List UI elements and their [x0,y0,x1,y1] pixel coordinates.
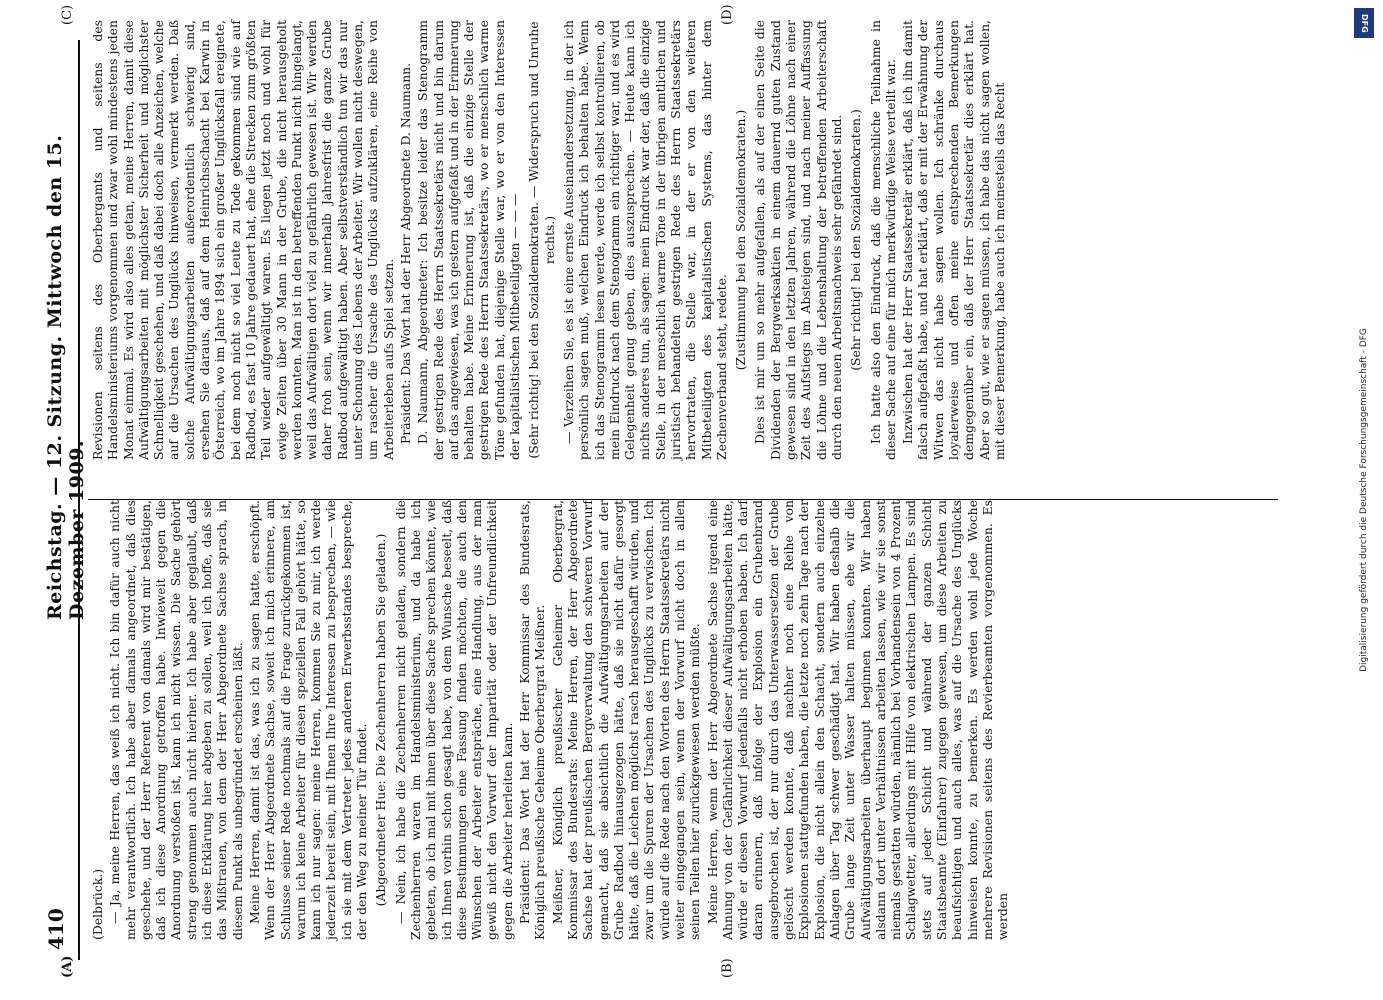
paragraph: — Verzeihen Sie, es ist eine ernste Auseinandersetzung, in der ich persönlich sagen muß, welchen Eindruck ich behalten habe. Wenn ich das Stenogramm lesen werde, werde ich selbst kontrollieren, ob mein Eindruck nach dem Stenogramm ein richtiger war, und es wird Gelegenheit genug geben, dies auszusprechen. — Heute kann ich nichts anderes tun, als sagen: mein Eindruck war der, daß die einzige Stelle, in der menschlich warme Töne in der übrigen amtlichen und juristisch behandelten gestrigen Rede des Herrn Staatssekretärs hervortraten, die Stelle war, in der er von den weiteren Mitbeteiligten des kapitalistischen Systems, das hinter dem Zechenverband steht, redete. [560,20,729,460]
margin-marker-a: (A) [60,955,75,978]
interjection: (Zustimmung bei den Sozialdemokraten.) [733,109,749,371]
paragraph: Ich hatte also den Eindruck, daß die menschliche Teilnahme in dieser Sache auf eine für mich merkwürdige Weise verteilt war. [867,20,898,460]
paragraph: Dies ist mir um so mehr aufgefallen, als auf der einen Seite die Dividenden der Bergwerksaktien in einem dauernd guten Zustand gewesen sind in den letzten Jahren, während die Löhne nach einer Zeit des Aufstiegs im Absteigen sind, und nach meiner Auffassung die Löhne und die Lebenshaltung der betreffenden Arbeiterschaft durch den neuen Arbeitsnachweis sehr gefährdet sind. [752,20,844,460]
dfg-logo: DFG [1354,8,1374,38]
page-title: Reichstag. — 12. Sitzung. Mittwoch den 15. Dezember 1909. [44,134,88,620]
interjection: (Sehr richtig! bei den Sozialdemokraten.) [848,109,864,371]
paragraph: Inzwischen hat der Herr Staatssekretär erklärt, daß ich ihn damit falsch aufgefaßt habe, und hat erklärt, daß er mit der Erwähnung der Witwen das nicht habe sagen wollen. Ich schränke durchaus loyalerweise und offen meine entsprechenden Bemerkungen demgegenüber ein, daß der Herr Staatssekretär dies erklärt hat. Aber so gut, wie er sagen müssen, ich habe das nicht sagen wollen, mit dieser Bemerkung, habe auch ich meinesteils das Recht [900,20,1007,460]
column-divider [88,499,1278,500]
interjection: (Abgeordneter Hue: Die Zechenherren haben Sie geladen.) [373,533,389,907]
paragraph: Präsident: Das Wort hat der Herr Kommissar des Bundesrats, Königlich preußische Geheime Oberbergrat Meißner. [517,500,548,940]
paragraph: Präsident: Das Wort hat der Herr Abgeordnete D. Naumann. [397,62,413,444]
paragraph: Revisionen seitens des Oberbergamts und seitens des Handelsministeriums vorgenommen und zwar wohl mindestens jeden Monat einmal. Es wird also alles getan, meine Herren, damit diese Aufwältigungsarbeiten mit möglichster Sicherheit und möglichster Schnelligkeit geschehen, und daß dabei doch alle Anzeichen, welche auf die Ursachen des Unglücks hinweisen, vermerkt werden. Daß solche Aufwältigungsarbeiten außerordentlich schwierig sind, ersehen Sie daraus, daß auf dem Heinrichsschacht bei Karwin in Österreich, wo im Jahre 1894 sich ein großer Unglücksfall ereignete, bei dem noch nicht so viel Leute zu Tode gekommen sind wie auf Radbod, es fast 10 Jahre gedauert hat, ehe die Strecken zum größten Teil wieder aufgewältigt waren. Es liegen jetzt noch und wohl für ewige Zeiten über 30 Mann in der Grube, die nicht herausgeholt werden konnten. Man ist in den betreffenden Punkt nicht hingelangt, weil das Aufwältigen dort viel zu gefährlich gewesen ist. Wir werden daher froh sein, wenn wir innerhalb Jahresfrist die ganze Grube Radbod aufgewältigt haben. Aber selbstverständlich tun wir das nur unter Schonung des Lebens der Arbeiter. Wir wollen nicht deswegen, um rascher die Ursache des Unglücks aufzuklären, eine Reihe von Arbeiterleben aufs Spiel setzen. [90,20,396,460]
right-column [90,20,1009,460]
margin-marker-b: (B) [720,958,735,978]
paragraph: — Nein, ich habe die Zechenherren nicht geladen, sondern die Zechenherren waren im Handelsministerium, und da habe ich gebeten, ob ich mal mit ihnen über diese Sache sprechen könnte, wie ich Ihnen vorhin schon gesagt habe, von dem Wunsche beseelt, daß diese Bestimmungen eine Fassung finden möchten, die auch den Wünschen der Arbeiter entspräche, eine Handlung, aus der man gewiß nicht den Vorwurf der Imparität oder der Unfreundlichkeit gegen die Arbeiter herleiten kann. [392,500,515,940]
interjection: (Sehr richtig! bei den Sozialdemokraten. — Widerspruch und Unruhe rechts.) [526,21,557,459]
paragraph: — Ja, meine Herren, das weiß ich nicht. Ich bin dafür auch nicht mehr verantwortlich. Ich habe aber damals angeordnet, daß dies geschehe, und der Herr Referent von damals wird mir bestätigen, daß ich diese Anordnung getroffen habe. Inwieweit gegen die Anordnung verstoßen ist, kann ich nicht wissen. Die Sache gehört streng genommen auch nicht hierher. Ich habe aber geglaubt, daß ich diese Erklärung hier abgeben zu sollen, weil ich hoffe, daß sie das Mißtrauen, von dem der Herr Abgeordnete Sachse sprach, in diesem Punkt als unbegründet erscheinen läßt. [107,500,245,940]
paragraph: Meine Herren, wenn der Herr Abgeordnete Sachse irgend eine Ahnung von der Gefährlichkeit dieser Aufwältigungsarbeiten hätte, würde er diesen Vorwurf jedenfalls nicht erhoben haben. Ich darf daran erinnern, daß infolge der Explosion ein Grubenbrand ausgebrochen ist, der nur durch das Unterwassersetzen der Grube gelöscht werden konnte, daß nachher noch eine Reihe von Explosionen stattgefunden haben, die letzte noch zehn Tage nach der Explosion, die nicht allein den Schacht, sondern auch einzelne Anlagen über Tag schwer geschädigt hat. Wir haben deshalb die Grube lange Zeit unter Wasser halten müssen, ehe wir die Aufwältigungsarbeiten überhaupt beginnen konnten. Wir haben alsdann dort unter Verhältnissen arbeiten lassen, wie wir sie sonst niemals gestatten würden, nämlich bei Vorhandensein von 4 Prozent Schlagwetter, allerdings mit Hilfe von elektrischen Lampen. Es sind stets auf jeder Schicht und während der ganzen Schicht Staatsbeamte (Einfahrer) zugegen gewesen, um diese Arbeiten zu beaufsichtigen und auch alles, was auf die Ursache des Unglücks hinweisen konnte, zu bemerken. Es werden wohl jede Woche mehrere Revisionen seitens des Revierbeamten vorgenommen. Es werden [704,500,1011,940]
paragraph: Meine Herren, damit ist das, was ich zu sagen hatte, erschöpft. Wenn der Herr Abgeordnete Sachse, soweit ich mich erinnere, am Schlusse seiner Rede nochmals auf die Frage zurückgekommen ist, warum ich keine Arbeiter für diesen speziellen Fall gehört hätte, so kann ich nur sagen: meine Herren, kommen Sie zu mir, ich werde jederzeit bereit sein, mit Ihnen Ihre Interessen zu besprechen, — wie ich sie mit dem Vertreter jedes anderen Erwerbsstandes bespreche, der den Weg zu meiner Tür findet. [246,500,370,940]
digitization-note-text: Digitalisierung gefördert durch die Deutsche Forschungsgemeinschaft - DFG [1359,328,1369,672]
page-header [36,40,88,960]
header-rule [78,40,80,960]
paragraph: Meißner, Königlich preußischer Geheimer Oberbergrat, Kommissar des Bundesrats: Meine Herren, der Herr Abgeordnete Sachse hat der preußischen Bergverwaltung den schweren Vorwurf gemacht, daß sie absichtlich die Aufwältigungsarbeiten auf der Grube Radbod hinausgezogen hätte, daß sie nicht dafür gesorgt hätte, daß die Leichen möglichst rasch herausgeschafft würden, und zwar um die Spuren der Ursachen des Unglücks zu verwischen. Ich würde auf die Rede nach den Worten des Herrn Staatssekretärs nicht weiter eingegangen sein, wenn der Vorwurf nicht doch in allen seinen Teilen hier zurückgewiesen werden müßte. [549,500,703,940]
paragraph: D. Naumann, Abgeordneter: Ich besitze leider das Stenogramm der gestrigen Rede des Herrn Staatssekretärs nicht und bin darum auf das angewiesen, was ich gestern aufgefaßt und in der Erinnerung behalten habe. Meine Erinnerung ist, daß die einzige Stelle der gestrigen Rede des Herrn Staatssekretärs, wo er menschlich warme Töne gefunden hat, diejenige Stelle war, wo er von den Interessen der kapitalistischen Mitbeteiligten — — — [415,20,523,460]
margin-marker-d: (D) [720,4,735,25]
digitization-note [1352,10,1376,990]
speaker-tag: (Delbrück.) [90,868,105,940]
left-column [90,500,1013,940]
margin-marker-c: (C) [60,4,75,25]
page-number: 410 [44,908,68,950]
